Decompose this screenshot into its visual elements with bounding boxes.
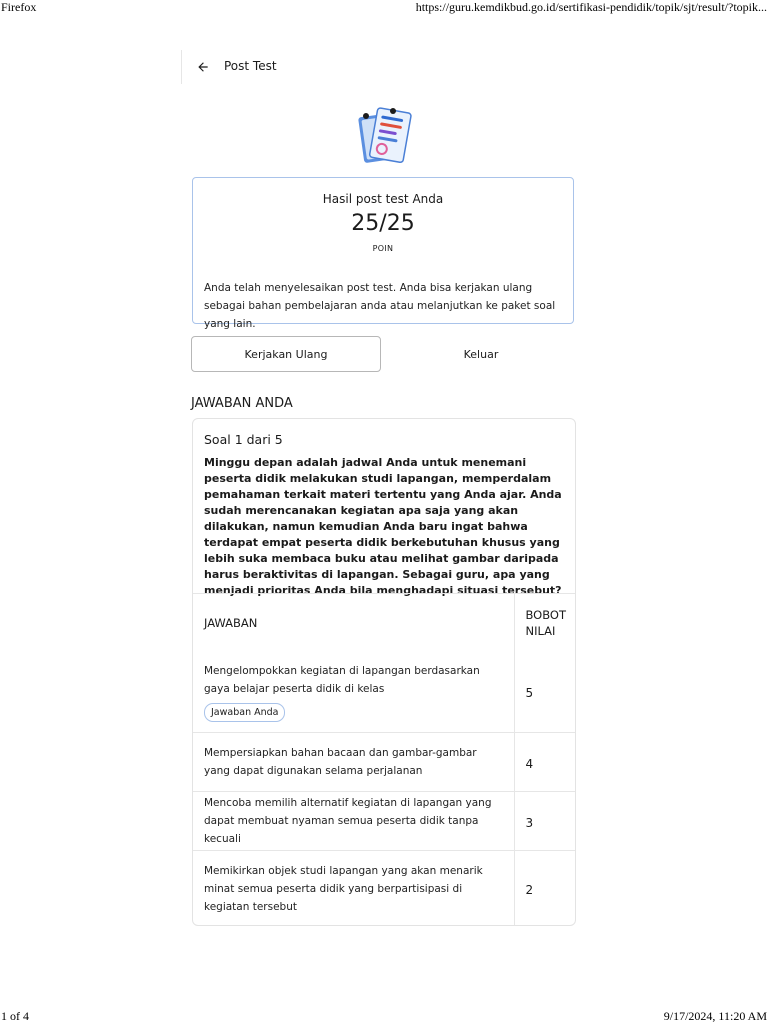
score-value: 2 [525, 883, 534, 898]
score-value: 4 [525, 756, 534, 771]
score-column-header: BOBOT NILAI [514, 594, 576, 652]
table-header-row [193, 594, 576, 652]
answer-cell [193, 851, 514, 927]
score-cell [514, 733, 576, 792]
answer-text: Memikirkan objek studi lapangan yang akan menarik minat semua peserta didik yang berpartisipasi di kegiatan tersebut [204, 864, 483, 913]
result-score: 25/25 [351, 211, 415, 236]
result-title: Hasil post test Anda [322, 192, 444, 206]
question-counter: Soal 1 dari 5 [204, 432, 283, 447]
top-bar [181, 50, 482, 84]
exit-button[interactable]: Keluar [386, 336, 576, 372]
retry-button[interactable]: Kerjakan Ulang [191, 336, 381, 372]
score-cell [514, 792, 576, 851]
print-footer-date: 9/17/2024, 11:20 AM [663, 1009, 767, 1023]
answer-cell [193, 792, 514, 851]
print-header-app: Firefox [1, 0, 37, 14]
question-card [192, 418, 576, 926]
score-value: 3 [525, 815, 534, 830]
your-answer-badge: Jawaban Anda [204, 703, 285, 722]
result-description: Anda telah menyelesaikan post test. Anda bisa kerjakan ulang sebagai bahan pembelajaran anda atau melanjutkan ke paket soal yang lain. [204, 282, 556, 330]
answer-text: Mengelompokkan kegiatan di lapangan berdasarkan gaya belajar peserta didik di kelas [204, 664, 480, 695]
result-unit: POIN [372, 244, 394, 253]
table-row [193, 851, 576, 927]
question-text: Minggu depan adalah jadwal Anda untuk menemani peserta didik melakukan studi lapangan, memperdalam pemahaman terkait materi tertentu yang Anda ajar. Anda sudah merencanakan kegiatan apa saja yang akan dilakukan, namun kemudian Anda baru ingat bahwa terdapat empat peserta didik berkebutuhan khusus yang lebih suka membaca buku atau melihat gambar daripada harus beraktivitas di lapangan. Sebagai guru, apa yang menjadi prioritas Anda bila menghadapi situasi tersebut? [204, 456, 562, 597]
back-button[interactable] [192, 56, 214, 78]
answers-section-title: JAWABAN ANDA [191, 396, 293, 411]
page-title: Post Test [224, 59, 277, 73]
document-illustration-icon [355, 106, 415, 168]
answer-text: Mempersiapkan bahan bacaan dan gambar-gambar yang dapat digunakan selama perjalanan [204, 747, 477, 777]
answer-cell [193, 652, 514, 733]
answer-cell [193, 733, 514, 792]
table-row [193, 733, 576, 792]
table-row [193, 652, 576, 733]
answer-column-header: JAWABAN [193, 594, 514, 652]
answer-text: Mencoba memilih alternatif kegiatan di lapangan yang dapat membuat nyaman semua peserta didik tanpa kecuali [204, 797, 492, 845]
arrow-left-icon [196, 60, 210, 74]
print-header-url: https://guru.kemdikbud.go.id/sertifikasi-pendidik/topik/sjt/result/?topik... [415, 0, 767, 14]
result-card [192, 177, 574, 330]
score-cell [514, 652, 576, 733]
print-footer [0, 1009, 768, 1025]
score-value: 5 [525, 686, 534, 701]
print-footer-page: 1 of 4 [1, 1009, 29, 1023]
score-cell [514, 851, 576, 927]
answers-table [193, 593, 576, 926]
print-header [0, 0, 768, 16]
table-row [193, 792, 576, 851]
